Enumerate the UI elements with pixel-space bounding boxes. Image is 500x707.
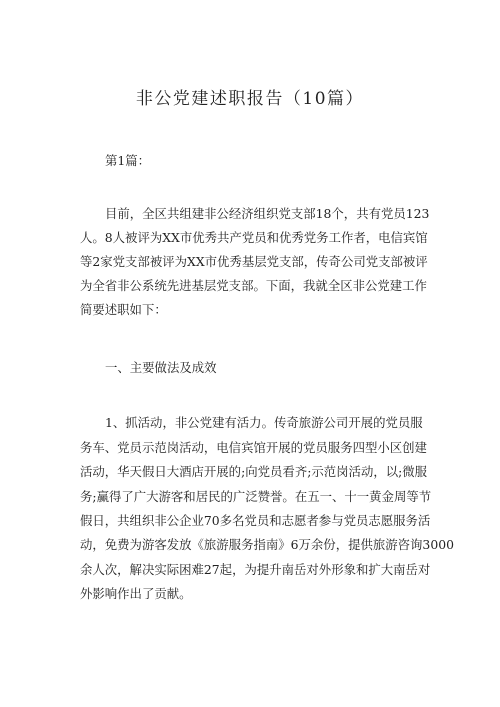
paragraph-1-line-5: 简要述职如下：	[80, 302, 167, 317]
section-label: 第1篇：	[105, 153, 151, 168]
paragraph-1-line-4: 为全省非公系统先进基层党支部。下面，我就全区非公党建工作	[80, 278, 427, 293]
paragraph-2-line-2: 务车、党员示范岗活动，电信宾馆开展的党员服务四型小区创建	[80, 440, 427, 455]
paragraph-2-line-5: 假日，共组织非公企业70多名党员和志愿者参与党员志愿服务活	[80, 513, 431, 528]
paragraph-2-line-7: 余人次，解决实际困难27起，为提升南岳对外形象和扩大南岳对	[80, 562, 431, 577]
paragraph-2-line-3: 活动，华天假日大酒店开展的;向党员看齐;示范岗活动，以;微服	[80, 464, 428, 479]
paragraph-1-line-2: 人。8人被评为XX市优秀共产党员和优秀党务工作者，电信宾馆	[80, 230, 428, 245]
document-title: 非公党建述职报告（10篇）	[135, 89, 365, 109]
paragraph-2-line-6: 动，免费为游客发放《旅游服务指南》6万余份，提供旅游咨询3000	[80, 537, 454, 552]
paragraph-2-line-1: 1、抓活动，非公党建有活力。传奇旅游公司开展的党员服	[105, 415, 423, 430]
paragraph-1-line-1: 目前，全区共组建非公经济组织党支部18个，共有党员123	[105, 206, 430, 221]
paragraph-1-line-3: 等2家党支部被评为XX市优秀基层党支部，传奇公司党支部被评	[80, 254, 428, 269]
section-heading: 一、主要做法及成效	[105, 360, 217, 375]
paragraph-2-line-8: 外影响作出了贡献。	[80, 586, 192, 601]
paragraph-2-line-4: 务;赢得了广大游客和居民的广泛赞誉。在五一、十一黄金周等节	[80, 489, 432, 504]
